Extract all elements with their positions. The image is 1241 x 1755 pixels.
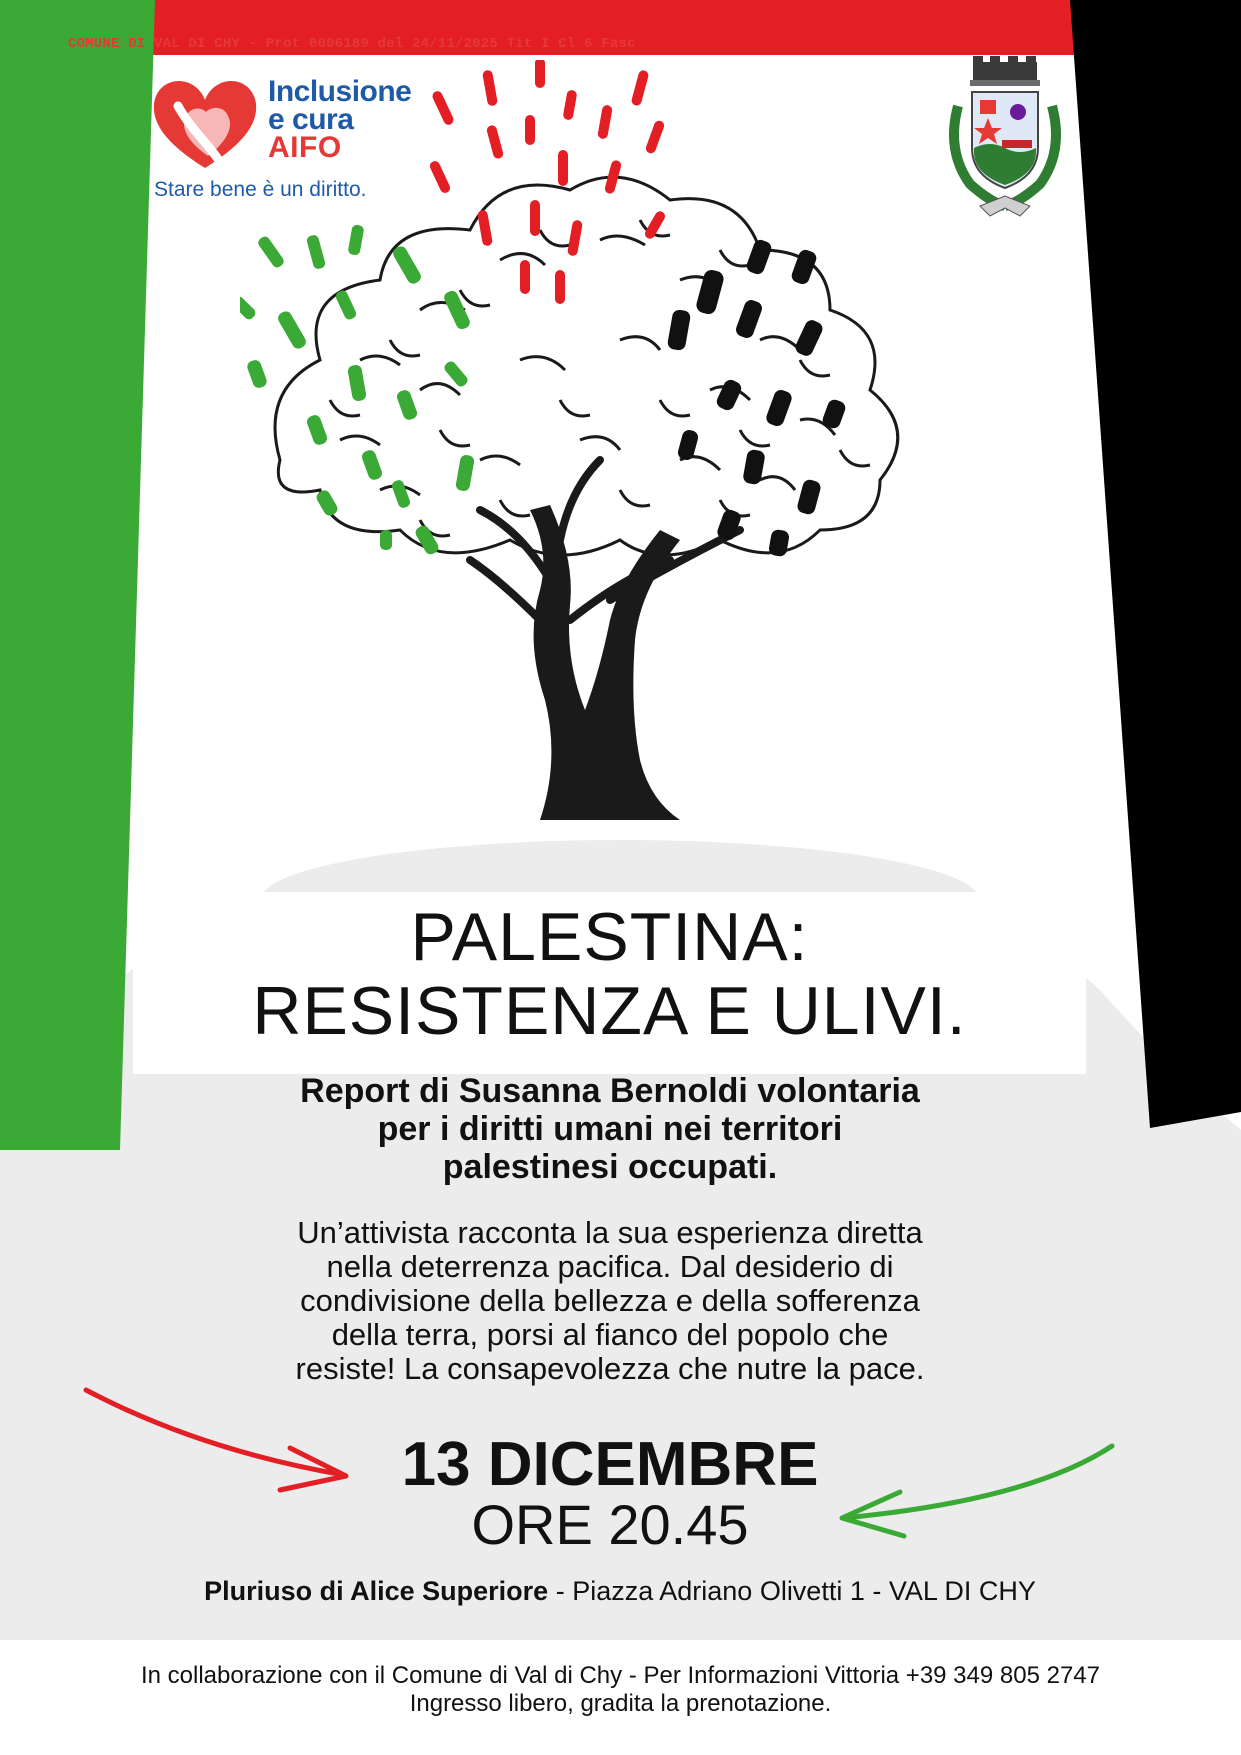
event-subtitle bbox=[200, 1072, 1020, 1186]
event-title bbox=[133, 900, 1086, 1048]
event-time: ORE 20.45 bbox=[471, 1493, 749, 1556]
event-description bbox=[190, 1216, 1030, 1386]
description-line-1: Un’attivista racconta la sua esperienza diretta bbox=[297, 1215, 923, 1250]
red-leaf-marks bbox=[428, 60, 667, 304]
logo-tagline: Stare bene è un diritto. bbox=[154, 178, 367, 201]
green-leaf-marks bbox=[240, 224, 475, 556]
description-line-5: resiste! La consapevolezza che nutre la pace. bbox=[295, 1351, 925, 1386]
footer-contact: In collaborazione con il Comune di Val di Chy - Per Informazioni Vittoria +39 349 805 2747 bbox=[140, 1662, 1100, 1689]
logo-line-aifo: AIFO bbox=[268, 131, 342, 164]
title-line-2: RESISTENZA E ULIVI. bbox=[252, 973, 967, 1049]
subtitle-line-3: palestinesi occupati. bbox=[442, 1148, 778, 1186]
footer-note: Ingresso libero, gradita la prenotazione. bbox=[409, 1690, 832, 1717]
description-line-4: della terra, porsi al fianco del popolo che bbox=[331, 1317, 889, 1352]
black-flag-band bbox=[1070, 0, 1241, 1128]
logo-line-inclusione: Inclusione bbox=[268, 75, 412, 108]
olive-tree-illustration bbox=[240, 60, 960, 830]
event-venue bbox=[80, 1576, 1160, 1607]
venue-name: Pluriuso di Alice Superiore bbox=[204, 1576, 549, 1606]
protocol-stamp: COMUNE DI VAL DI CHY - Prot 0006189 del 24/11/2025 Tit I Cl 6 Fasc bbox=[68, 36, 636, 52]
title-line-1: PALESTINA: bbox=[410, 899, 809, 975]
logo-line-e-cura: e cura bbox=[268, 103, 354, 136]
event-date: 13 DICEMBRE bbox=[401, 1430, 819, 1499]
tree-trunk bbox=[530, 505, 680, 820]
black-leaf-marks bbox=[667, 238, 848, 557]
description-line-2: nella deterrenza pacifica. Dal desiderio di bbox=[326, 1249, 894, 1284]
subtitle-line-2: per i diritti umani nei territori bbox=[377, 1110, 843, 1148]
subtitle-line-1: Report di Susanna Bernoldi volontaria bbox=[300, 1072, 920, 1110]
venue-address: - Piazza Adriano Olivetti 1 - VAL DI CHY bbox=[548, 1576, 1036, 1606]
description-line-3: condivisione della bellezza e della sofferenza bbox=[300, 1283, 920, 1318]
